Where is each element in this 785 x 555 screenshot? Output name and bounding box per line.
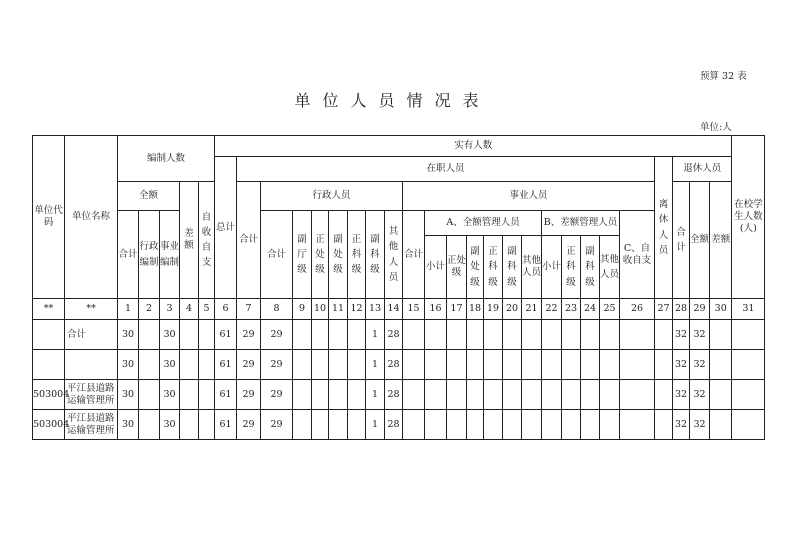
- header-b-section-chief: 正科级: [562, 236, 581, 299]
- cell-14: 28: [385, 350, 403, 380]
- column-index-row: [33, 299, 765, 320]
- header-unit-code: 单位代码: [33, 136, 65, 299]
- header-retired: 退休人员: [673, 157, 732, 182]
- index-cell: 6: [215, 299, 237, 320]
- index-cell: 17: [447, 299, 467, 320]
- index-cell: 1: [118, 299, 139, 320]
- cell-14: 28: [385, 380, 403, 410]
- header-inst-quota: 事业编制: [160, 211, 180, 299]
- table-row: [33, 320, 765, 350]
- header-admin-quota: 行政编制: [139, 211, 160, 299]
- index-cell: 25: [600, 299, 620, 320]
- cell-13: 1: [366, 350, 385, 380]
- cell-28: 32: [673, 410, 690, 440]
- table-row: [33, 410, 765, 440]
- row-unit-name: 平江县道路运输管理所: [65, 380, 118, 410]
- cell-14: 28: [385, 320, 403, 350]
- page-title: 单位人员情况表: [294, 91, 491, 110]
- index-cell: 18: [467, 299, 484, 320]
- cell-6: 61: [215, 350, 237, 380]
- cell-6: 61: [215, 320, 237, 350]
- header-b-subtotal: 小计: [542, 236, 562, 299]
- index-cell: 2: [139, 299, 160, 320]
- header-institution: 事业人员: [403, 182, 655, 211]
- index-cell: 10: [312, 299, 329, 320]
- cell-28: 32: [673, 320, 690, 350]
- index-cell: 13: [366, 299, 385, 320]
- index-cell: 22: [542, 299, 562, 320]
- cell-8: 29: [261, 350, 293, 380]
- header-inst-total: 合计: [403, 211, 425, 299]
- index-cell: 26: [620, 299, 655, 320]
- index-cell: 7: [237, 299, 261, 320]
- header-ret-diff: 差额: [710, 182, 732, 299]
- header-b-other: 其他人员: [600, 236, 620, 299]
- index-cell: **: [65, 299, 118, 320]
- row-unit-name: 平江县道路运输管理所: [65, 410, 118, 440]
- cell-1: 30: [118, 350, 139, 380]
- header-a-section-chief: 正科级: [484, 236, 503, 299]
- row-unit-name: [65, 350, 118, 380]
- cell-8: 29: [261, 380, 293, 410]
- cell-29: 32: [690, 320, 710, 350]
- header-a-full: A、全额管理人员: [425, 211, 542, 236]
- header-deputy-dept: 副厅级: [293, 211, 312, 299]
- index-cell: **: [33, 299, 65, 320]
- index-cell: 29: [690, 299, 710, 320]
- cell-28: 32: [673, 380, 690, 410]
- header-other: 其他人员: [385, 211, 403, 299]
- cell-7: 29: [237, 350, 261, 380]
- header-diff: 差额: [180, 182, 199, 299]
- header-a-subtotal: 小计: [425, 236, 447, 299]
- header-b-diff: B、差额管理人员: [542, 211, 620, 236]
- row-unit-code: [33, 320, 65, 350]
- header-self-funded: 自收自支: [199, 182, 215, 299]
- cell-13: 1: [366, 380, 385, 410]
- header-deputy-division: 副处级: [329, 211, 348, 299]
- cell-6: 61: [215, 410, 237, 440]
- index-cell: 23: [562, 299, 581, 320]
- header-deputy-section: 副科级: [366, 211, 385, 299]
- index-cell: 31: [732, 299, 765, 320]
- index-cell: 14: [385, 299, 403, 320]
- header-b-deputy-section: 副科级: [581, 236, 600, 299]
- header-c-self: C、自收自支: [620, 211, 655, 299]
- cell-1: 30: [118, 380, 139, 410]
- table-row: [33, 380, 765, 410]
- cell-3: 30: [160, 350, 180, 380]
- cell-3: 30: [160, 320, 180, 350]
- header-division-chief: 正处级: [312, 211, 329, 299]
- cell-3: 30: [160, 410, 180, 440]
- header-a-deputy-division: 副处级: [467, 236, 484, 299]
- header-admin-total: 合计: [261, 211, 293, 299]
- document-number: 预算 32 表: [700, 71, 747, 82]
- header-ret-total: 合计: [673, 182, 690, 299]
- header-full-total: 合计: [118, 211, 139, 299]
- cell-13: 1: [366, 410, 385, 440]
- header-emp-total: 合计: [237, 182, 261, 299]
- cell-7: 29: [237, 380, 261, 410]
- header-admin: 行政人员: [261, 182, 403, 211]
- header-a-other: 其他人员: [522, 236, 542, 299]
- index-cell: 9: [293, 299, 312, 320]
- index-cell: 19: [484, 299, 503, 320]
- cell-8: 29: [261, 410, 293, 440]
- cell-3: 30: [160, 380, 180, 410]
- index-cell: 5: [199, 299, 215, 320]
- index-cell: 27: [655, 299, 673, 320]
- index-cell: 3: [160, 299, 180, 320]
- unit-label: 单位:人: [700, 122, 732, 133]
- index-cell: 12: [348, 299, 366, 320]
- index-cell: 20: [503, 299, 522, 320]
- header-students: 在校学生人数(人): [732, 136, 765, 299]
- row-unit-code: 503004: [33, 410, 65, 440]
- index-cell: 4: [180, 299, 199, 320]
- header-unit-name: 单位名称: [65, 136, 118, 299]
- cell-29: 32: [690, 380, 710, 410]
- header-actual: 实有人数: [215, 136, 732, 157]
- index-cell: 11: [329, 299, 348, 320]
- header-a-division-chief: 正处级: [447, 236, 467, 299]
- header-employed: 在职人员: [237, 157, 655, 182]
- row-unit-code: 503004: [33, 380, 65, 410]
- cell-1: 30: [118, 410, 139, 440]
- cell-14: 28: [385, 410, 403, 440]
- row-unit-code: [33, 350, 65, 380]
- index-cell: 24: [581, 299, 600, 320]
- header-a-deputy-section: 副科级: [503, 236, 522, 299]
- cell-7: 29: [237, 320, 261, 350]
- index-cell: 30: [710, 299, 732, 320]
- cell-29: 32: [690, 410, 710, 440]
- cell-28: 32: [673, 350, 690, 380]
- header-total: 总计: [215, 157, 237, 299]
- header-ret-full: 全额: [690, 182, 710, 299]
- index-cell: 8: [261, 299, 293, 320]
- index-cell: 16: [425, 299, 447, 320]
- cell-1: 30: [118, 320, 139, 350]
- header-full: 全额: [118, 182, 180, 211]
- header-section-chief: 正科级: [348, 211, 366, 299]
- index-cell: 21: [522, 299, 542, 320]
- cell-6: 61: [215, 380, 237, 410]
- cell-29: 32: [690, 350, 710, 380]
- table-row: [33, 350, 765, 380]
- index-cell: 28: [673, 299, 690, 320]
- personnel-table: [32, 135, 765, 440]
- header-staffing: 编制人数: [118, 136, 215, 182]
- cell-8: 29: [261, 320, 293, 350]
- header-retired-cadre: 离休人员: [655, 157, 673, 299]
- row-unit-name: 合计: [65, 320, 118, 350]
- cell-13: 1: [366, 320, 385, 350]
- cell-7: 29: [237, 410, 261, 440]
- index-cell: 15: [403, 299, 425, 320]
